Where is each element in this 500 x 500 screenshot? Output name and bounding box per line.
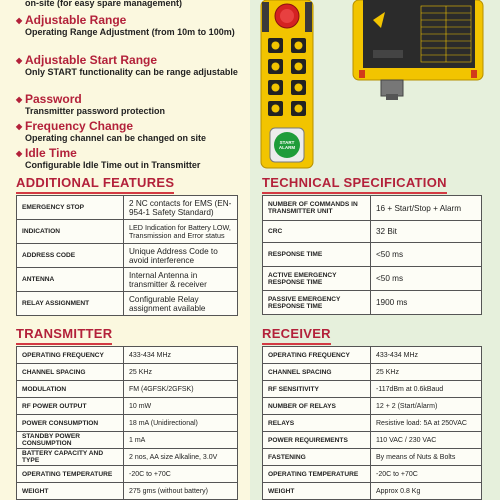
table-row bbox=[17, 381, 238, 398]
spec-value: 18 mA (Unidirectional) bbox=[124, 415, 238, 432]
feature-idle-time bbox=[16, 147, 246, 171]
spec-value: 16 + Start/Stop + Alarm bbox=[371, 196, 482, 221]
spec-key: OPERATING FREQUENCY bbox=[17, 347, 124, 364]
spec-value: Resistive load: 5A at 250VAC bbox=[371, 415, 482, 432]
spec-key: MODULATION bbox=[17, 381, 124, 398]
table-row bbox=[17, 292, 238, 316]
spec-value: 32 Bit bbox=[371, 221, 482, 243]
table-row bbox=[263, 415, 482, 432]
feature-title: ◆ Adjustable Range bbox=[16, 14, 246, 27]
table-row bbox=[263, 347, 482, 364]
additional-features-table bbox=[16, 195, 238, 316]
spec-key: ADDRESS CODE bbox=[17, 244, 124, 268]
table-row bbox=[17, 483, 238, 500]
spec-value: 1 mA bbox=[124, 432, 238, 449]
spec-key: ACTIVE EMERGENCY RESPONSE TIME bbox=[263, 267, 371, 291]
table-row bbox=[17, 268, 238, 292]
spec-value: Unique Address Code to avoid interference bbox=[124, 244, 238, 268]
spec-value: By means of Nuts & Bolts bbox=[371, 449, 482, 466]
spec-value: <50 ms bbox=[371, 267, 482, 291]
spec-key: EMERGENCY STOP bbox=[17, 196, 124, 220]
spec-key: RESPONSE TIME bbox=[263, 243, 371, 267]
spec-value: -20C to +70C bbox=[371, 466, 482, 483]
spec-key: RF SENSITIVITY bbox=[263, 381, 371, 398]
table-row bbox=[263, 449, 482, 466]
spec-key: POWER REQUIREMENTS bbox=[263, 432, 371, 449]
spec-value: 275 gms (without battery) bbox=[124, 483, 238, 500]
technical-specification-title: TECHNICAL SPECIFICATION bbox=[262, 175, 447, 194]
feature-desc: Operating channel can be changed on site bbox=[25, 133, 207, 143]
table-row bbox=[17, 220, 238, 244]
spec-key: CRC bbox=[263, 221, 371, 243]
table-row bbox=[263, 291, 482, 315]
technical-specification-table bbox=[262, 195, 482, 315]
feature-title: ◆ Frequency Change bbox=[16, 120, 246, 133]
spec-key: PASSIVE EMERGENCY RESPONSE TIME bbox=[263, 291, 371, 315]
spec-value: 110 VAC / 230 VAC bbox=[371, 432, 482, 449]
intro-text: on-site (for easy spare management) bbox=[25, 0, 183, 8]
table-row bbox=[17, 398, 238, 415]
table-row bbox=[17, 196, 238, 220]
table-row bbox=[263, 483, 482, 500]
table-row bbox=[263, 221, 482, 243]
spec-value: <50 ms bbox=[371, 243, 482, 267]
spec-key: NUMBER OF RELAYS bbox=[263, 398, 371, 415]
feature-desc: Operating Range Adjustment (from 10m to 100m) bbox=[25, 27, 235, 37]
transmitter-title: TRANSMITTER bbox=[16, 326, 112, 345]
spec-key: CHANNEL SPACING bbox=[263, 364, 371, 381]
feature-title: ◆ Adjustable Start Range bbox=[16, 54, 246, 67]
spec-key: WEIGHT bbox=[263, 483, 371, 500]
receiver-table bbox=[262, 346, 482, 500]
table-row bbox=[17, 466, 238, 483]
spec-key: ANTENNA bbox=[17, 268, 124, 292]
spec-value: LED Indication for Battery LOW, Transmission and Error status bbox=[124, 220, 238, 244]
feature-desc: Transmitter password protection bbox=[25, 106, 166, 116]
spec-value: -117dBm at 0.6kBaud bbox=[371, 381, 482, 398]
spec-value: 25 KHz bbox=[371, 364, 482, 381]
transmitter-table bbox=[16, 346, 238, 500]
spec-key: INDICATION bbox=[17, 220, 124, 244]
spec-key: RELAYS bbox=[263, 415, 371, 432]
receiver-title: RECEIVER bbox=[262, 326, 331, 345]
spec-key: RF POWER OUTPUT bbox=[17, 398, 124, 415]
table-row bbox=[263, 466, 482, 483]
spec-value: 2 nos, AA size Alkaline, 3.0V bbox=[124, 449, 238, 466]
spec-key: OPERATING TEMPERATURE bbox=[263, 466, 371, 483]
spec-value: Internal Antenna in transmitter & receiver bbox=[124, 268, 238, 292]
table-row bbox=[17, 244, 238, 268]
feature-password bbox=[16, 93, 246, 117]
table-row bbox=[17, 449, 238, 466]
spec-key: BATTERY CAPACITY AND TYPE bbox=[17, 449, 124, 466]
spec-value: 433-434 MHz bbox=[124, 347, 238, 364]
feature-desc: Only START functionality can be range adjustable bbox=[25, 67, 238, 77]
table-row bbox=[263, 243, 482, 267]
spec-key: WEIGHT bbox=[17, 483, 124, 500]
table-row bbox=[263, 432, 482, 449]
table-row bbox=[263, 364, 482, 381]
spec-key: STANDBY POWER CONSUMPTION bbox=[17, 432, 124, 449]
feature-title: ◆ Password bbox=[16, 93, 246, 106]
table-row bbox=[263, 381, 482, 398]
feature-frequency-change bbox=[16, 120, 246, 144]
transmitter-image bbox=[258, 0, 316, 170]
spec-key: FASTENING bbox=[263, 449, 371, 466]
start-alarm-label: START ALARM bbox=[278, 140, 296, 150]
table-row bbox=[17, 347, 238, 364]
spec-value: 1900 ms bbox=[371, 291, 482, 315]
spec-value: 433-434 MHz bbox=[371, 347, 482, 364]
feature-adjustable-range bbox=[16, 14, 246, 38]
spec-value: 12 + 2 (Start/Alarm) bbox=[371, 398, 482, 415]
spec-key: CHANNEL SPACING bbox=[17, 364, 124, 381]
additional-features-title: ADDITIONAL FEATURES bbox=[16, 175, 174, 194]
table-row bbox=[17, 432, 238, 449]
spec-value: 2 NC contacts for EMS (EN-954-1 Safety Standard) bbox=[124, 196, 238, 220]
table-row bbox=[17, 415, 238, 432]
spec-key: POWER CONSUMPTION bbox=[17, 415, 124, 432]
spec-value: 10 mW bbox=[124, 398, 238, 415]
spec-key: RELAY ASSIGNMENT bbox=[17, 292, 124, 316]
receiver-image bbox=[351, 0, 485, 100]
table-row bbox=[17, 364, 238, 381]
spec-key: OPERATING FREQUENCY bbox=[263, 347, 371, 364]
spec-value: FM (4GFSK/2GFSK) bbox=[124, 381, 238, 398]
feature-desc: Configurable Idle Time out in Transmitter bbox=[25, 160, 201, 170]
table-row bbox=[263, 398, 482, 415]
spec-value: 25 KHz bbox=[124, 364, 238, 381]
table-row bbox=[263, 196, 482, 221]
spec-value: -20C to +70C bbox=[124, 466, 238, 483]
feature-adjustable-start-range bbox=[16, 54, 246, 78]
feature-title: ◆ Idle Time bbox=[16, 147, 246, 160]
table-row bbox=[263, 267, 482, 291]
spec-value: Configurable Relay assignment available bbox=[124, 292, 238, 316]
spec-key: OPERATING TEMPERATURE bbox=[17, 466, 124, 483]
spec-key: NUMBER OF COMMANDS IN TRANSMITTER UNIT bbox=[263, 196, 371, 221]
spec-value: Approx 0.8 Kg bbox=[371, 483, 482, 500]
